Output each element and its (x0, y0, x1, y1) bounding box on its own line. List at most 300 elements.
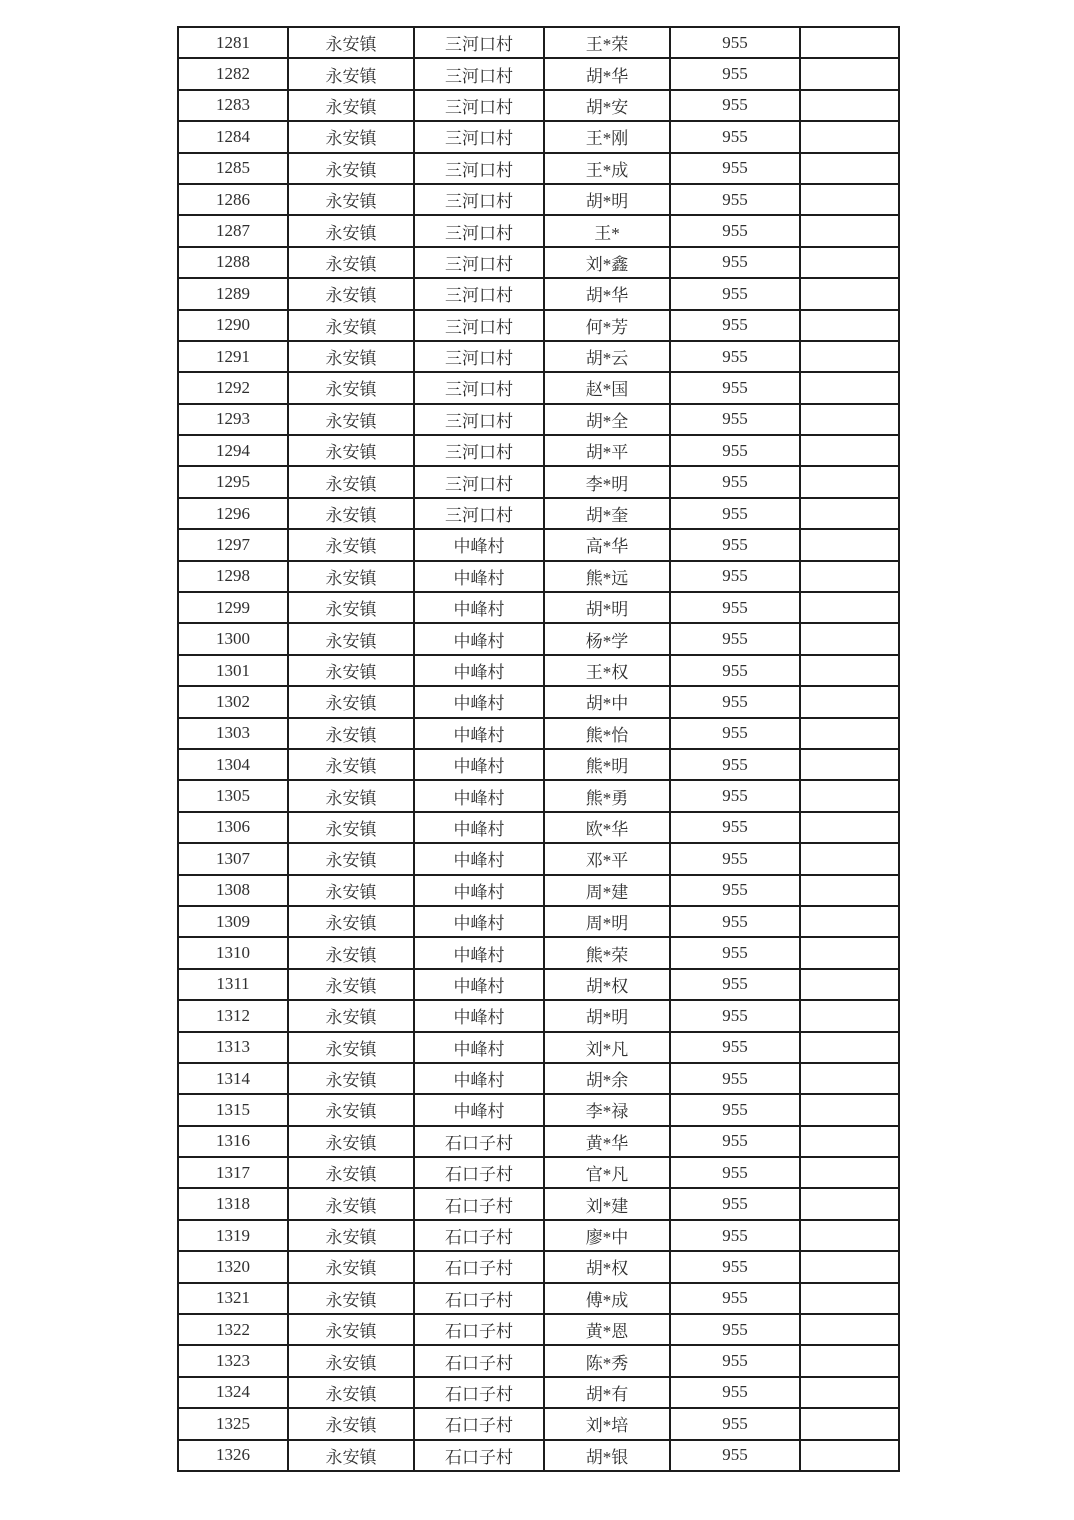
table-row (178, 937, 899, 968)
village-cell: 中峰村 (414, 969, 544, 1000)
serial-number-cell: 1288 (178, 247, 288, 278)
table-row (178, 310, 899, 341)
village-cell: 中峰村 (414, 749, 544, 780)
masked-name-cell: 胡*全 (544, 404, 670, 435)
masked-name-cell: 廖*中 (544, 1220, 670, 1251)
town-cell: 永安镇 (288, 278, 414, 309)
amount-cell: 955 (670, 749, 800, 780)
masked-name-cell: 高*华 (544, 529, 670, 560)
town-cell: 永安镇 (288, 843, 414, 874)
serial-number-cell: 1310 (178, 937, 288, 968)
village-cell: 石口子村 (414, 1283, 544, 1314)
town-cell: 永安镇 (288, 153, 414, 184)
amount-cell: 955 (670, 969, 800, 1000)
amount-cell: 955 (670, 310, 800, 341)
serial-number-cell: 1286 (178, 184, 288, 215)
town-cell: 永安镇 (288, 875, 414, 906)
town-cell: 永安镇 (288, 1032, 414, 1063)
serial-number-cell: 1283 (178, 90, 288, 121)
amount-cell: 955 (670, 498, 800, 529)
village-cell: 石口子村 (414, 1377, 544, 1408)
amount-cell: 955 (670, 466, 800, 497)
remark-cell (800, 1251, 899, 1282)
beneficiary-roster-table (177, 26, 900, 1472)
amount-cell: 955 (670, 1000, 800, 1031)
remark-cell (800, 1000, 899, 1031)
amount-cell: 955 (670, 1345, 800, 1376)
remark-cell (800, 27, 899, 58)
serial-number-cell: 1281 (178, 27, 288, 58)
serial-number-cell: 1292 (178, 372, 288, 403)
amount-cell: 955 (670, 1440, 800, 1471)
masked-name-cell: 胡*安 (544, 90, 670, 121)
masked-name-cell: 熊*明 (544, 749, 670, 780)
remark-cell (800, 215, 899, 246)
table-row (178, 655, 899, 686)
table-row (178, 215, 899, 246)
village-cell: 中峰村 (414, 686, 544, 717)
table-row (178, 906, 899, 937)
town-cell: 永安镇 (288, 90, 414, 121)
amount-cell: 955 (670, 1377, 800, 1408)
remark-cell (800, 875, 899, 906)
serial-number-cell: 1306 (178, 812, 288, 843)
remark-cell (800, 1157, 899, 1188)
table-row (178, 592, 899, 623)
masked-name-cell: 胡*余 (544, 1063, 670, 1094)
serial-number-cell: 1287 (178, 215, 288, 246)
town-cell: 永安镇 (288, 215, 414, 246)
table-row (178, 278, 899, 309)
serial-number-cell: 1313 (178, 1032, 288, 1063)
remark-cell (800, 1126, 899, 1157)
masked-name-cell: 熊*勇 (544, 780, 670, 811)
masked-name-cell: 胡*华 (544, 278, 670, 309)
remark-cell (800, 404, 899, 435)
table-row (178, 1063, 899, 1094)
amount-cell: 955 (670, 1094, 800, 1125)
amount-cell: 955 (670, 1157, 800, 1188)
town-cell: 永安镇 (288, 1377, 414, 1408)
masked-name-cell: 胡*中 (544, 686, 670, 717)
table-row (178, 1188, 899, 1219)
serial-number-cell: 1303 (178, 718, 288, 749)
table-row (178, 184, 899, 215)
remark-cell (800, 1188, 899, 1219)
town-cell: 永安镇 (288, 686, 414, 717)
table-row (178, 749, 899, 780)
village-cell: 中峰村 (414, 1032, 544, 1063)
amount-cell: 955 (670, 215, 800, 246)
serial-number-cell: 1298 (178, 561, 288, 592)
amount-cell: 955 (670, 184, 800, 215)
town-cell: 永安镇 (288, 1314, 414, 1345)
remark-cell (800, 906, 899, 937)
masked-name-cell: 黄*华 (544, 1126, 670, 1157)
village-cell: 中峰村 (414, 1094, 544, 1125)
serial-number-cell: 1322 (178, 1314, 288, 1345)
amount-cell: 955 (670, 372, 800, 403)
serial-number-cell: 1318 (178, 1188, 288, 1219)
remark-cell (800, 278, 899, 309)
remark-cell (800, 1063, 899, 1094)
masked-name-cell: 李*禄 (544, 1094, 670, 1125)
remark-cell (800, 1220, 899, 1251)
town-cell: 永安镇 (288, 310, 414, 341)
town-cell: 永安镇 (288, 404, 414, 435)
serial-number-cell: 1302 (178, 686, 288, 717)
village-cell: 石口子村 (414, 1157, 544, 1188)
table-row (178, 1000, 899, 1031)
amount-cell: 955 (670, 90, 800, 121)
town-cell: 永安镇 (288, 1063, 414, 1094)
table-row (178, 843, 899, 874)
amount-cell: 955 (670, 404, 800, 435)
amount-cell: 955 (670, 686, 800, 717)
masked-name-cell: 胡*华 (544, 58, 670, 89)
serial-number-cell: 1309 (178, 906, 288, 937)
town-cell: 永安镇 (288, 655, 414, 686)
table-row (178, 529, 899, 560)
masked-name-cell: 熊*怡 (544, 718, 670, 749)
amount-cell: 955 (670, 937, 800, 968)
remark-cell (800, 121, 899, 152)
serial-number-cell: 1319 (178, 1220, 288, 1251)
remark-cell (800, 184, 899, 215)
masked-name-cell: 王*刚 (544, 121, 670, 152)
town-cell: 永安镇 (288, 780, 414, 811)
amount-cell: 955 (670, 1126, 800, 1157)
masked-name-cell: 傅*成 (544, 1283, 670, 1314)
masked-name-cell: 刘*培 (544, 1408, 670, 1439)
remark-cell (800, 247, 899, 278)
remark-cell (800, 529, 899, 560)
masked-name-cell: 胡*明 (544, 592, 670, 623)
table-row (178, 780, 899, 811)
village-cell: 中峰村 (414, 906, 544, 937)
table-row (178, 1377, 899, 1408)
town-cell: 永安镇 (288, 184, 414, 215)
town-cell: 永安镇 (288, 1283, 414, 1314)
masked-name-cell: 王*权 (544, 655, 670, 686)
serial-number-cell: 1307 (178, 843, 288, 874)
serial-number-cell: 1312 (178, 1000, 288, 1031)
town-cell: 永安镇 (288, 1408, 414, 1439)
serial-number-cell: 1326 (178, 1440, 288, 1471)
serial-number-cell: 1321 (178, 1283, 288, 1314)
masked-name-cell: 胡*银 (544, 1440, 670, 1471)
village-cell: 石口子村 (414, 1345, 544, 1376)
amount-cell: 955 (670, 1032, 800, 1063)
table-row (178, 435, 899, 466)
masked-name-cell: 胡*明 (544, 184, 670, 215)
amount-cell: 955 (670, 718, 800, 749)
village-cell: 三河口村 (414, 184, 544, 215)
masked-name-cell: 黄*恩 (544, 1314, 670, 1345)
amount-cell: 955 (670, 1063, 800, 1094)
serial-number-cell: 1320 (178, 1251, 288, 1282)
table-row (178, 247, 899, 278)
village-cell: 中峰村 (414, 529, 544, 560)
serial-number-cell: 1323 (178, 1345, 288, 1376)
masked-name-cell: 刘*建 (544, 1188, 670, 1219)
remark-cell (800, 1314, 899, 1345)
town-cell: 永安镇 (288, 247, 414, 278)
remark-cell (800, 1345, 899, 1376)
town-cell: 永安镇 (288, 1440, 414, 1471)
masked-name-cell: 刘*凡 (544, 1032, 670, 1063)
table-row (178, 1220, 899, 1251)
remark-cell (800, 623, 899, 654)
village-cell: 石口子村 (414, 1314, 544, 1345)
amount-cell: 955 (670, 1314, 800, 1345)
remark-cell (800, 341, 899, 372)
amount-cell: 955 (670, 278, 800, 309)
masked-name-cell: 胡*云 (544, 341, 670, 372)
amount-cell: 955 (670, 875, 800, 906)
serial-number-cell: 1282 (178, 58, 288, 89)
remark-cell (800, 1408, 899, 1439)
masked-name-cell: 胡*平 (544, 435, 670, 466)
masked-name-cell: 王* (544, 215, 670, 246)
serial-number-cell: 1308 (178, 875, 288, 906)
town-cell: 永安镇 (288, 718, 414, 749)
village-cell: 中峰村 (414, 843, 544, 874)
village-cell: 中峰村 (414, 812, 544, 843)
village-cell: 中峰村 (414, 623, 544, 654)
table-row (178, 498, 899, 529)
amount-cell: 955 (670, 655, 800, 686)
village-cell: 三河口村 (414, 153, 544, 184)
table-row (178, 27, 899, 58)
amount-cell: 955 (670, 1220, 800, 1251)
village-cell: 中峰村 (414, 592, 544, 623)
masked-name-cell: 周*建 (544, 875, 670, 906)
masked-name-cell: 胡*明 (544, 1000, 670, 1031)
masked-name-cell: 官*凡 (544, 1157, 670, 1188)
masked-name-cell: 周*明 (544, 906, 670, 937)
village-cell: 石口子村 (414, 1408, 544, 1439)
remark-cell (800, 1377, 899, 1408)
serial-number-cell: 1295 (178, 466, 288, 497)
village-cell: 三河口村 (414, 498, 544, 529)
town-cell: 永安镇 (288, 561, 414, 592)
serial-number-cell: 1305 (178, 780, 288, 811)
remark-cell (800, 655, 899, 686)
town-cell: 永安镇 (288, 529, 414, 560)
remark-cell (800, 1094, 899, 1125)
table-row (178, 404, 899, 435)
serial-number-cell: 1316 (178, 1126, 288, 1157)
amount-cell: 955 (670, 529, 800, 560)
town-cell: 永安镇 (288, 498, 414, 529)
amount-cell: 955 (670, 121, 800, 152)
serial-number-cell: 1294 (178, 435, 288, 466)
table-row (178, 1345, 899, 1376)
amount-cell: 955 (670, 561, 800, 592)
town-cell: 永安镇 (288, 1345, 414, 1376)
amount-cell: 955 (670, 153, 800, 184)
village-cell: 三河口村 (414, 215, 544, 246)
serial-number-cell: 1293 (178, 404, 288, 435)
table-row (178, 341, 899, 372)
serial-number-cell: 1289 (178, 278, 288, 309)
town-cell: 永安镇 (288, 906, 414, 937)
town-cell: 永安镇 (288, 1220, 414, 1251)
serial-number-cell: 1284 (178, 121, 288, 152)
remark-cell (800, 1283, 899, 1314)
table-row (178, 1251, 899, 1282)
town-cell: 永安镇 (288, 1188, 414, 1219)
amount-cell: 955 (670, 623, 800, 654)
village-cell: 三河口村 (414, 310, 544, 341)
amount-cell: 955 (670, 1283, 800, 1314)
town-cell: 永安镇 (288, 937, 414, 968)
masked-name-cell: 欧*华 (544, 812, 670, 843)
town-cell: 永安镇 (288, 623, 414, 654)
town-cell: 永安镇 (288, 58, 414, 89)
remark-cell (800, 749, 899, 780)
town-cell: 永安镇 (288, 341, 414, 372)
amount-cell: 955 (670, 435, 800, 466)
masked-name-cell: 胡*有 (544, 1377, 670, 1408)
village-cell: 中峰村 (414, 561, 544, 592)
masked-name-cell: 何*芳 (544, 310, 670, 341)
masked-name-cell: 邓*平 (544, 843, 670, 874)
amount-cell: 955 (670, 27, 800, 58)
table-row (178, 623, 899, 654)
town-cell: 永安镇 (288, 1251, 414, 1282)
serial-number-cell: 1324 (178, 1377, 288, 1408)
remark-cell (800, 686, 899, 717)
serial-number-cell: 1301 (178, 655, 288, 686)
amount-cell: 955 (670, 1408, 800, 1439)
town-cell: 永安镇 (288, 121, 414, 152)
table-row (178, 969, 899, 1000)
table-row (178, 686, 899, 717)
town-cell: 永安镇 (288, 1000, 414, 1031)
serial-number-cell: 1311 (178, 969, 288, 1000)
village-cell: 三河口村 (414, 466, 544, 497)
remark-cell (800, 969, 899, 1000)
serial-number-cell: 1290 (178, 310, 288, 341)
village-cell: 石口子村 (414, 1440, 544, 1471)
masked-name-cell: 熊*荣 (544, 937, 670, 968)
town-cell: 永安镇 (288, 27, 414, 58)
table-row (178, 1283, 899, 1314)
masked-name-cell: 李*明 (544, 466, 670, 497)
table-row (178, 812, 899, 843)
village-cell: 三河口村 (414, 341, 544, 372)
town-cell: 永安镇 (288, 592, 414, 623)
town-cell: 永安镇 (288, 1157, 414, 1188)
amount-cell: 955 (670, 906, 800, 937)
table-row (178, 561, 899, 592)
serial-number-cell: 1315 (178, 1094, 288, 1125)
table-row (178, 1314, 899, 1345)
table-row (178, 1126, 899, 1157)
table-row (178, 1440, 899, 1471)
amount-cell: 955 (670, 780, 800, 811)
remark-cell (800, 843, 899, 874)
remark-cell (800, 592, 899, 623)
amount-cell: 955 (670, 247, 800, 278)
serial-number-cell: 1285 (178, 153, 288, 184)
village-cell: 三河口村 (414, 404, 544, 435)
serial-number-cell: 1291 (178, 341, 288, 372)
village-cell: 石口子村 (414, 1188, 544, 1219)
table-row (178, 121, 899, 152)
village-cell: 三河口村 (414, 58, 544, 89)
village-cell: 三河口村 (414, 435, 544, 466)
masked-name-cell: 熊*远 (544, 561, 670, 592)
remark-cell (800, 90, 899, 121)
table-row (178, 90, 899, 121)
table-row (178, 718, 899, 749)
serial-number-cell: 1300 (178, 623, 288, 654)
table-row (178, 1157, 899, 1188)
remark-cell (800, 153, 899, 184)
village-cell: 石口子村 (414, 1220, 544, 1251)
village-cell: 中峰村 (414, 1063, 544, 1094)
serial-number-cell: 1314 (178, 1063, 288, 1094)
village-cell: 三河口村 (414, 278, 544, 309)
amount-cell: 955 (670, 58, 800, 89)
table-row (178, 372, 899, 403)
remark-cell (800, 937, 899, 968)
village-cell: 中峰村 (414, 655, 544, 686)
table-row (178, 1032, 899, 1063)
town-cell: 永安镇 (288, 969, 414, 1000)
remark-cell (800, 780, 899, 811)
serial-number-cell: 1296 (178, 498, 288, 529)
amount-cell: 955 (670, 341, 800, 372)
remark-cell (800, 561, 899, 592)
remark-cell (800, 310, 899, 341)
village-cell: 石口子村 (414, 1251, 544, 1282)
masked-name-cell: 刘*鑫 (544, 247, 670, 278)
table-row (178, 466, 899, 497)
masked-name-cell: 胡*权 (544, 969, 670, 1000)
masked-name-cell: 胡*奎 (544, 498, 670, 529)
town-cell: 永安镇 (288, 466, 414, 497)
masked-name-cell: 赵*国 (544, 372, 670, 403)
amount-cell: 955 (670, 592, 800, 623)
town-cell: 永安镇 (288, 1126, 414, 1157)
table-row (178, 153, 899, 184)
village-cell: 三河口村 (414, 247, 544, 278)
remark-cell (800, 718, 899, 749)
remark-cell (800, 812, 899, 843)
village-cell: 石口子村 (414, 1126, 544, 1157)
amount-cell: 955 (670, 843, 800, 874)
village-cell: 三河口村 (414, 27, 544, 58)
serial-number-cell: 1299 (178, 592, 288, 623)
table-row (178, 1408, 899, 1439)
village-cell: 三河口村 (414, 121, 544, 152)
serial-number-cell: 1325 (178, 1408, 288, 1439)
serial-number-cell: 1297 (178, 529, 288, 560)
masked-name-cell: 胡*权 (544, 1251, 670, 1282)
table-row (178, 1094, 899, 1125)
amount-cell: 955 (670, 812, 800, 843)
remark-cell (800, 58, 899, 89)
village-cell: 中峰村 (414, 780, 544, 811)
remark-cell (800, 372, 899, 403)
village-cell: 中峰村 (414, 1000, 544, 1031)
village-cell: 三河口村 (414, 372, 544, 403)
amount-cell: 955 (670, 1251, 800, 1282)
